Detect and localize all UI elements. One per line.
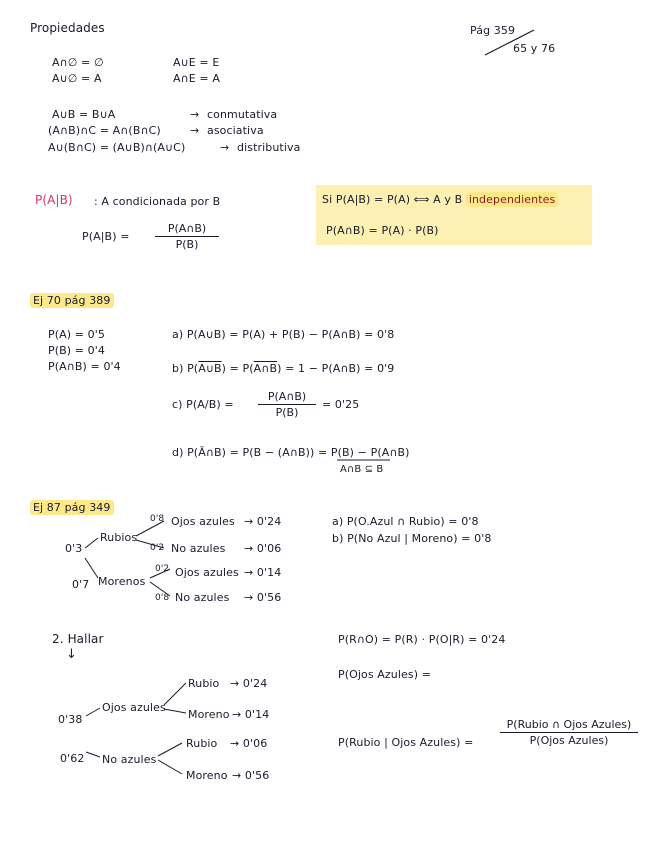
- law-distributive-name: distributiva: [237, 141, 301, 154]
- conditional-formula-denominator: P(B): [175, 238, 199, 251]
- tree1-r-azul-label: Ojos azules: [171, 515, 235, 528]
- tree2-azul-rubio-label: Rubio: [188, 677, 220, 690]
- ex87-eq3-numerator: P(Rubio ∩ Ojos Azules): [500, 718, 638, 733]
- law-commutative-arrow: →: [190, 108, 200, 121]
- page-reference: Pág 359: [470, 24, 516, 37]
- conditional-formula-numerator: P(A∩B): [155, 222, 219, 237]
- tree1-m-azul-prob: 0'2: [155, 564, 170, 574]
- law-commutative-name: conmutativa: [207, 108, 278, 121]
- ex70-part-a: a) P(A∪B) = P(A) + P(B) − P(A∩B) = 0'8: [172, 328, 395, 341]
- ex70-b-complement1: A∪B: [198, 362, 222, 375]
- exercise-87-title: Ej 87 pág 349: [30, 500, 114, 515]
- tree2-noazul-moreno-label: Moreno: [186, 769, 228, 782]
- ex87-equation-3-fraction: [500, 718, 638, 747]
- tree2-noazul-moreno-result: → 0'56: [232, 769, 270, 782]
- ex70-given-pa: P(A) = 0'5: [48, 328, 105, 341]
- tree1-r-noazul-result: → 0'06: [244, 542, 282, 555]
- independence-condition-text: Si P(A|B) = P(A) ⟺ A y B: [322, 193, 463, 206]
- tree1-rubios-prob: 0'3: [65, 542, 83, 555]
- tree2-noazul-rubio-label: Rubio: [186, 737, 218, 750]
- law-distributive-expr: A∪(B∩C) = (A∪B)∩(A∪C): [48, 141, 186, 154]
- law-associative-arrow: →: [190, 124, 200, 137]
- tree1-r-azul-result: → 0'24: [244, 515, 282, 528]
- conditional-label: P(A|B): [35, 193, 73, 207]
- tree1-r-azul-prob: 0'8: [150, 514, 165, 524]
- tree1-m-noazul-result: → 0'56: [244, 591, 282, 604]
- law-associative-name: asociativa: [207, 124, 264, 137]
- law-distributive-arrow: →: [220, 141, 230, 154]
- tree2-noazul-rubio-result: → 0'06: [230, 737, 268, 750]
- page-title: Propiedades: [30, 21, 105, 35]
- hallar-label: 2. Hallar: [52, 632, 104, 646]
- tree2-noazul-prob: 0'62: [60, 752, 85, 765]
- tree2-azul-prob: 0'38: [58, 713, 83, 726]
- conditional-formula-lhs: P(A|B) =: [82, 230, 130, 243]
- ex87-equation-2: P(Ojos Azules) =: [338, 668, 432, 681]
- independence-keyword: independientes: [466, 192, 559, 207]
- ex70-given-pb: P(B) = 0'4: [48, 344, 105, 357]
- ex70-b-suffix: ) = 1 − P(A∩B) = 0'9: [277, 362, 395, 375]
- ex70-b-prefix: b) P(: [172, 362, 199, 375]
- ex70-part-c-lhs: c) P(A/B) =: [172, 398, 234, 411]
- hallar-down-arrow: ↓: [66, 647, 77, 662]
- ex70-given-pab: P(A∩B) = 0'4: [48, 360, 121, 373]
- ex87-equation-1: P(R∩O) = P(R) · P(O|R) = 0'24: [338, 633, 506, 646]
- tree2-noazul-label: No azules: [102, 753, 157, 766]
- tree1-r-noazul-label: No azules: [171, 542, 226, 555]
- tree1-morenos-prob: 0'7: [72, 578, 90, 591]
- exercises-reference: 65 y 76: [513, 42, 556, 55]
- tree1-m-azul-result: → 0'14: [244, 566, 282, 579]
- ex87-equation-3-lhs: P(Rubio | Ojos Azules) =: [338, 736, 474, 749]
- law-associative-expr: (A∩B)∩C = A∩(B∩C): [48, 124, 161, 137]
- tree1-rubios-label: Rubios: [100, 531, 138, 544]
- tree2-azul-moreno-result: → 0'14: [232, 708, 270, 721]
- ex87-answer-b: b) P(No Azul | Moreno) = 0'8: [332, 532, 492, 545]
- law-commutative-expr: A∪B = B∪A: [52, 108, 116, 121]
- property-null-union: A∪∅ = A: [52, 72, 102, 85]
- ex70-b-mid: ) = P(: [221, 362, 254, 375]
- ex70-part-d: d) P(Ā∩B) = P(B − (A∩B)) = P(B) − P(A∩B): [172, 446, 410, 459]
- tree1-r-noazul-prob: 0'2: [150, 543, 165, 553]
- property-universe-intersection: A∩E = A: [173, 72, 220, 85]
- tree2-azul-moreno-label: Moreno: [188, 708, 230, 721]
- property-null-intersection: A∩∅ = ∅: [52, 56, 104, 69]
- ex87-eq3-denominator: P(Ojos Azules): [529, 734, 609, 747]
- ex70-c-denominator: P(B): [275, 406, 299, 419]
- conditional-description: : A condicionada por B: [94, 195, 221, 208]
- tree1-morenos-label: Morenos: [98, 575, 146, 588]
- ex70-d-note: A∩B ⊆ B: [340, 464, 384, 475]
- ex87-answer-a: a) P(O.Azul ∩ Rubio) = 0'8: [332, 515, 479, 528]
- ex70-c-numerator: P(A∩B): [258, 390, 316, 405]
- tree2-azul-rubio-result: → 0'24: [230, 677, 268, 690]
- tree1-m-noazul-label: No azules: [175, 591, 230, 604]
- tree1-m-azul-label: Ojos azules: [175, 566, 239, 579]
- ex70-part-c-rhs: = 0'25: [322, 398, 360, 411]
- tree1-m-noazul-prob: 0'8: [155, 593, 170, 603]
- exercise-70-title: Ej 70 pág 389: [30, 293, 114, 308]
- property-universe-union: A∪E = E: [173, 56, 220, 69]
- tree2-azul-label: Ojos azules: [102, 701, 166, 714]
- ex70-b-complement2: A∩B: [253, 362, 278, 375]
- independence-product: P(A∩B) = P(A) · P(B): [326, 224, 439, 237]
